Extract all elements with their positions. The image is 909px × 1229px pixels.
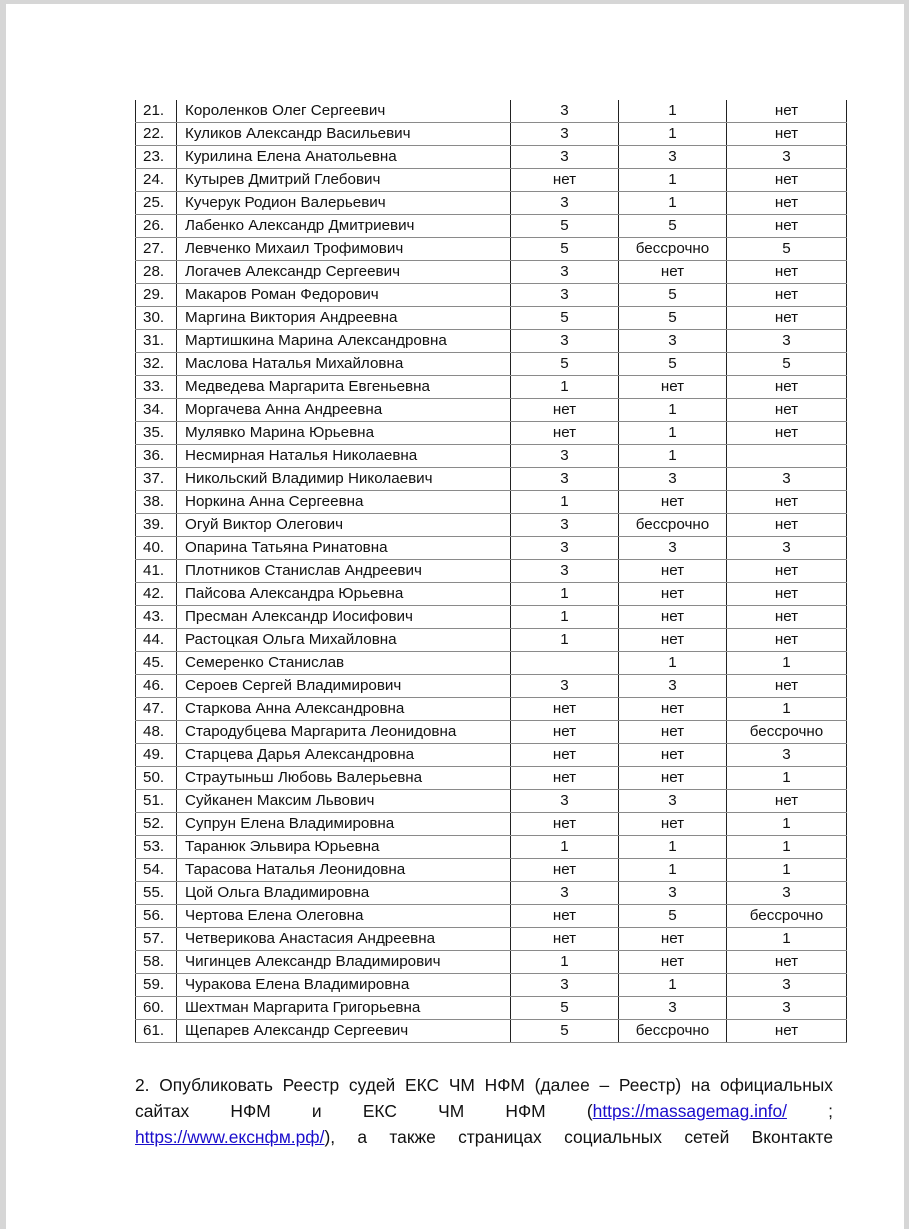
value-col-3: 1 (727, 767, 847, 790)
value-col-3: 1 (727, 836, 847, 859)
judge-name: Чуракова Елена Владимировна (177, 974, 511, 997)
value-col-2: 1 (619, 192, 727, 215)
value-col-3 (727, 445, 847, 468)
value-col-3: нет (727, 284, 847, 307)
row-number: 26. (136, 215, 177, 238)
table-row (136, 675, 847, 698)
value-col-1: 3 (511, 790, 619, 813)
row-number: 45. (136, 652, 177, 675)
value-col-1: нет (511, 767, 619, 790)
row-number: 47. (136, 698, 177, 721)
table-row (136, 767, 847, 790)
row-number: 25. (136, 192, 177, 215)
judge-name: Семеренко Станислав (177, 652, 511, 675)
value-col-3: 3 (727, 330, 847, 353)
value-col-1: 5 (511, 238, 619, 261)
value-col-3: нет (727, 215, 847, 238)
value-col-3: бессрочно (727, 721, 847, 744)
table-row (136, 629, 847, 652)
table-row (136, 330, 847, 353)
value-col-1: нет (511, 744, 619, 767)
value-col-1: 3 (511, 146, 619, 169)
row-number: 29. (136, 284, 177, 307)
value-col-2: 1 (619, 445, 727, 468)
table-row (136, 445, 847, 468)
value-col-1: нет (511, 399, 619, 422)
value-col-2: бессрочно (619, 514, 727, 537)
table-row (136, 652, 847, 675)
judge-name: Пайсова Александра Юрьевна (177, 583, 511, 606)
value-col-2: 1 (619, 859, 727, 882)
row-number: 30. (136, 307, 177, 330)
value-col-2: нет (619, 928, 727, 951)
row-number: 53. (136, 836, 177, 859)
value-col-2: нет (619, 698, 727, 721)
judge-name: Лабенко Александр Дмитриевич (177, 215, 511, 238)
table-row (136, 974, 847, 997)
publication-paragraph (135, 1072, 833, 1150)
table-row (136, 422, 847, 445)
row-number: 41. (136, 560, 177, 583)
judge-name: Супрун Елена Владимировна (177, 813, 511, 836)
value-col-1: 1 (511, 491, 619, 514)
value-col-1: нет (511, 698, 619, 721)
judge-name: Пресман Александр Иосифович (177, 606, 511, 629)
row-number: 56. (136, 905, 177, 928)
value-col-1: нет (511, 422, 619, 445)
value-col-1: 3 (511, 192, 619, 215)
value-col-1: нет (511, 813, 619, 836)
row-number: 32. (136, 353, 177, 376)
value-col-1: 3 (511, 675, 619, 698)
row-number: 31. (136, 330, 177, 353)
value-col-1: 1 (511, 836, 619, 859)
judge-name: Куликов Александр Васильевич (177, 123, 511, 146)
paragraph-line-2-separator: ; (786, 1101, 833, 1121)
value-col-2: 5 (619, 307, 727, 330)
table-row (136, 882, 847, 905)
row-number: 36. (136, 445, 177, 468)
judge-name: Кутырев Дмитрий Глебович (177, 169, 511, 192)
judge-name: Мулявко Марина Юрьевна (177, 422, 511, 445)
judge-name: Плотников Станислав Андреевич (177, 560, 511, 583)
value-col-1: 3 (511, 261, 619, 284)
judge-name: Цой Ольга Владимировна (177, 882, 511, 905)
value-col-3: нет (727, 192, 847, 215)
table-row (136, 859, 847, 882)
value-col-2: 3 (619, 146, 727, 169)
value-col-2: нет (619, 951, 727, 974)
value-col-2: бессрочно (619, 238, 727, 261)
value-col-3: 1 (727, 859, 847, 882)
row-number: 48. (136, 721, 177, 744)
table-row (136, 514, 847, 537)
value-col-3: нет (727, 606, 847, 629)
row-number: 37. (136, 468, 177, 491)
value-col-2: 1 (619, 836, 727, 859)
row-number: 27. (136, 238, 177, 261)
value-col-1: 1 (511, 606, 619, 629)
value-col-2: 3 (619, 882, 727, 905)
paragraph-line-1: 2. Опубликовать Реестр судей ЕКС ЧМ НФМ (далее – Реестр) на официальных (135, 1075, 833, 1095)
row-number: 60. (136, 997, 177, 1020)
value-col-1: 1 (511, 376, 619, 399)
value-col-1: 3 (511, 123, 619, 146)
row-number: 40. (136, 537, 177, 560)
value-col-2: нет (619, 721, 727, 744)
judge-name: Логачев Александр Сергеевич (177, 261, 511, 284)
judge-name: Сероев Сергей Владимирович (177, 675, 511, 698)
row-number: 23. (136, 146, 177, 169)
value-col-2: 1 (619, 422, 727, 445)
row-number: 59. (136, 974, 177, 997)
value-col-2: 1 (619, 169, 727, 192)
table-row (136, 100, 847, 123)
value-col-3: нет (727, 560, 847, 583)
value-col-2: 3 (619, 468, 727, 491)
judge-name: Четверикова Анастасия Андреевна (177, 928, 511, 951)
judge-name: Маргина Виктория Андреевна (177, 307, 511, 330)
value-col-3: 1 (727, 698, 847, 721)
row-number: 28. (136, 261, 177, 284)
value-col-2: 3 (619, 790, 727, 813)
value-col-3: 3 (727, 974, 847, 997)
value-col-3: нет (727, 514, 847, 537)
table-row (136, 192, 847, 215)
value-col-2: 5 (619, 215, 727, 238)
table-row (136, 238, 847, 261)
row-number: 46. (136, 675, 177, 698)
value-col-1: 3 (511, 974, 619, 997)
judge-name: Мартишкина Марина Александровна (177, 330, 511, 353)
table-row (136, 353, 847, 376)
value-col-2: нет (619, 560, 727, 583)
value-col-3: 5 (727, 353, 847, 376)
judge-name: Старкова Анна Александровна (177, 698, 511, 721)
table-row (136, 284, 847, 307)
value-col-3: 3 (727, 537, 847, 560)
row-number: 55. (136, 882, 177, 905)
judge-name: Короленков Олег Сергеевич (177, 100, 511, 123)
value-col-3: нет (727, 629, 847, 652)
row-number: 38. (136, 491, 177, 514)
table-row (136, 146, 847, 169)
table-row (136, 123, 847, 146)
row-number: 50. (136, 767, 177, 790)
value-col-3: 1 (727, 928, 847, 951)
value-col-2: 1 (619, 974, 727, 997)
judge-name: Никольский Владимир Николаевич (177, 468, 511, 491)
value-col-1: 1 (511, 629, 619, 652)
value-col-1: 5 (511, 215, 619, 238)
value-col-1: нет (511, 721, 619, 744)
row-number: 57. (136, 928, 177, 951)
value-col-1: 3 (511, 537, 619, 560)
value-col-2: 1 (619, 399, 727, 422)
table-row (136, 721, 847, 744)
value-col-2: нет (619, 629, 727, 652)
paragraph-line-2-text: сайтах НФМ и ЕКС ЧМ НФМ ( (135, 1101, 593, 1121)
judge-name: Левченко Михаил Трофимович (177, 238, 511, 261)
value-col-2: 3 (619, 537, 727, 560)
table-row (136, 997, 847, 1020)
row-number: 34. (136, 399, 177, 422)
row-number: 58. (136, 951, 177, 974)
value-col-3: 3 (727, 744, 847, 767)
table-row (136, 307, 847, 330)
value-col-3: нет (727, 1020, 847, 1043)
table-row (136, 951, 847, 974)
value-col-3: нет (727, 123, 847, 146)
judge-name: Несмирная Наталья Николаевна (177, 445, 511, 468)
value-col-1: 5 (511, 1020, 619, 1043)
value-col-2: 5 (619, 905, 727, 928)
value-col-3: нет (727, 307, 847, 330)
table-row (136, 744, 847, 767)
table-row (136, 468, 847, 491)
value-col-1: 5 (511, 353, 619, 376)
value-col-1: 1 (511, 583, 619, 606)
value-col-2: нет (619, 376, 727, 399)
value-col-1: 3 (511, 330, 619, 353)
paragraph-line-2 (135, 1098, 833, 1124)
row-number: 43. (136, 606, 177, 629)
table-row (136, 606, 847, 629)
table-row (136, 790, 847, 813)
table-row (136, 560, 847, 583)
value-col-2: бессрочно (619, 1020, 727, 1043)
value-col-2: 3 (619, 330, 727, 353)
table-row (136, 376, 847, 399)
judge-name: Кучерук Родион Валерьевич (177, 192, 511, 215)
row-number: 35. (136, 422, 177, 445)
value-col-1: 3 (511, 100, 619, 123)
judge-name: Норкина Анна Сергеевна (177, 491, 511, 514)
massagemag-link[interactable]: https://massagemag.info/ (592, 1101, 787, 1121)
judge-name: Медведева Маргарита Евгеньевна (177, 376, 511, 399)
row-number: 39. (136, 514, 177, 537)
judge-name: Чигинцев Александр Владимирович (177, 951, 511, 974)
row-number: 51. (136, 790, 177, 813)
value-col-3: 3 (727, 997, 847, 1020)
table-row (136, 261, 847, 284)
judge-name: Курилина Елена Анатольевна (177, 146, 511, 169)
value-col-2: нет (619, 744, 727, 767)
value-col-2: 5 (619, 284, 727, 307)
value-col-2: 3 (619, 997, 727, 1020)
value-col-2: нет (619, 767, 727, 790)
value-col-3: нет (727, 422, 847, 445)
judge-name: Маслова Наталья Михайловна (177, 353, 511, 376)
value-col-3: нет (727, 376, 847, 399)
value-col-3: нет (727, 583, 847, 606)
value-col-3: нет (727, 951, 847, 974)
judge-name: Опарина Татьяна Ринатовна (177, 537, 511, 560)
judge-name: Моргачева Анна Андреевна (177, 399, 511, 422)
value-col-3: 3 (727, 146, 847, 169)
value-col-1 (511, 652, 619, 675)
value-col-3: нет (727, 100, 847, 123)
judge-name: Старцева Дарья Александровна (177, 744, 511, 767)
value-col-1: 5 (511, 997, 619, 1020)
value-col-2: нет (619, 813, 727, 836)
value-col-1: нет (511, 859, 619, 882)
value-col-1: 5 (511, 307, 619, 330)
judge-name: Огуй Виктор Олегович (177, 514, 511, 537)
value-col-2: нет (619, 583, 727, 606)
document-page (6, 4, 904, 1229)
value-col-2: 1 (619, 652, 727, 675)
value-col-3: нет (727, 169, 847, 192)
table-row (136, 537, 847, 560)
value-col-2: 1 (619, 100, 727, 123)
value-col-1: 3 (511, 445, 619, 468)
table-row (136, 905, 847, 928)
value-col-1: 3 (511, 468, 619, 491)
table-row (136, 491, 847, 514)
value-col-3: бессрочно (727, 905, 847, 928)
value-col-1: 3 (511, 514, 619, 537)
table-row (136, 169, 847, 192)
value-col-1: 3 (511, 882, 619, 905)
paragraph-line-3-text: ), а также страницах социальных сетей Вконтакте (324, 1127, 833, 1147)
value-col-1: нет (511, 169, 619, 192)
row-number: 33. (136, 376, 177, 399)
judge-name: Суйканен Максим Львович (177, 790, 511, 813)
table-row (136, 399, 847, 422)
value-col-2: нет (619, 261, 727, 284)
value-col-3: нет (727, 675, 847, 698)
row-number: 61. (136, 1020, 177, 1043)
judge-name: Стародубцева Маргарита Леонидовна (177, 721, 511, 744)
value-col-1: нет (511, 928, 619, 951)
paragraph-line-3 (135, 1124, 833, 1150)
row-number: 54. (136, 859, 177, 882)
judge-name: Таранюк Эльвира Юрьевна (177, 836, 511, 859)
value-col-1: 3 (511, 560, 619, 583)
judges-registry-table (135, 100, 847, 1043)
table-row (136, 215, 847, 238)
judge-name: Растоцкая Ольга Михайловна (177, 629, 511, 652)
judge-name: Макаров Роман Федорович (177, 284, 511, 307)
judge-name: Тарасова Наталья Леонидовна (177, 859, 511, 882)
judge-name: Щепарев Александр Сергеевич (177, 1020, 511, 1043)
value-col-3: нет (727, 491, 847, 514)
judge-name: Шехтман Маргарита Григорьевна (177, 997, 511, 1020)
value-col-2: нет (619, 606, 727, 629)
table-row (136, 813, 847, 836)
row-number: 24. (136, 169, 177, 192)
table-row (136, 928, 847, 951)
value-col-2: 3 (619, 675, 727, 698)
value-col-1: 3 (511, 284, 619, 307)
value-col-3: 3 (727, 882, 847, 905)
table-row (136, 698, 847, 721)
row-number: 52. (136, 813, 177, 836)
value-col-1: нет (511, 905, 619, 928)
judge-name: Страутыньш Любовь Валерьевна (177, 767, 511, 790)
value-col-2: нет (619, 491, 727, 514)
value-col-3: 1 (727, 652, 847, 675)
value-col-2: 1 (619, 123, 727, 146)
eksnfm-link[interactable]: https://www.екснфм.рф/ (135, 1127, 325, 1147)
value-col-3: 5 (727, 238, 847, 261)
value-col-1: 1 (511, 951, 619, 974)
value-col-3: нет (727, 399, 847, 422)
row-number: 22. (136, 123, 177, 146)
row-number: 42. (136, 583, 177, 606)
table-row (136, 583, 847, 606)
value-col-3: 1 (727, 813, 847, 836)
judge-name: Чертова Елена Олеговна (177, 905, 511, 928)
value-col-3: нет (727, 261, 847, 284)
value-col-3: 3 (727, 468, 847, 491)
value-col-3: нет (727, 790, 847, 813)
row-number: 21. (136, 100, 177, 123)
row-number: 49. (136, 744, 177, 767)
value-col-2: 5 (619, 353, 727, 376)
row-number: 44. (136, 629, 177, 652)
table-row (136, 836, 847, 859)
table-row (136, 1020, 847, 1043)
